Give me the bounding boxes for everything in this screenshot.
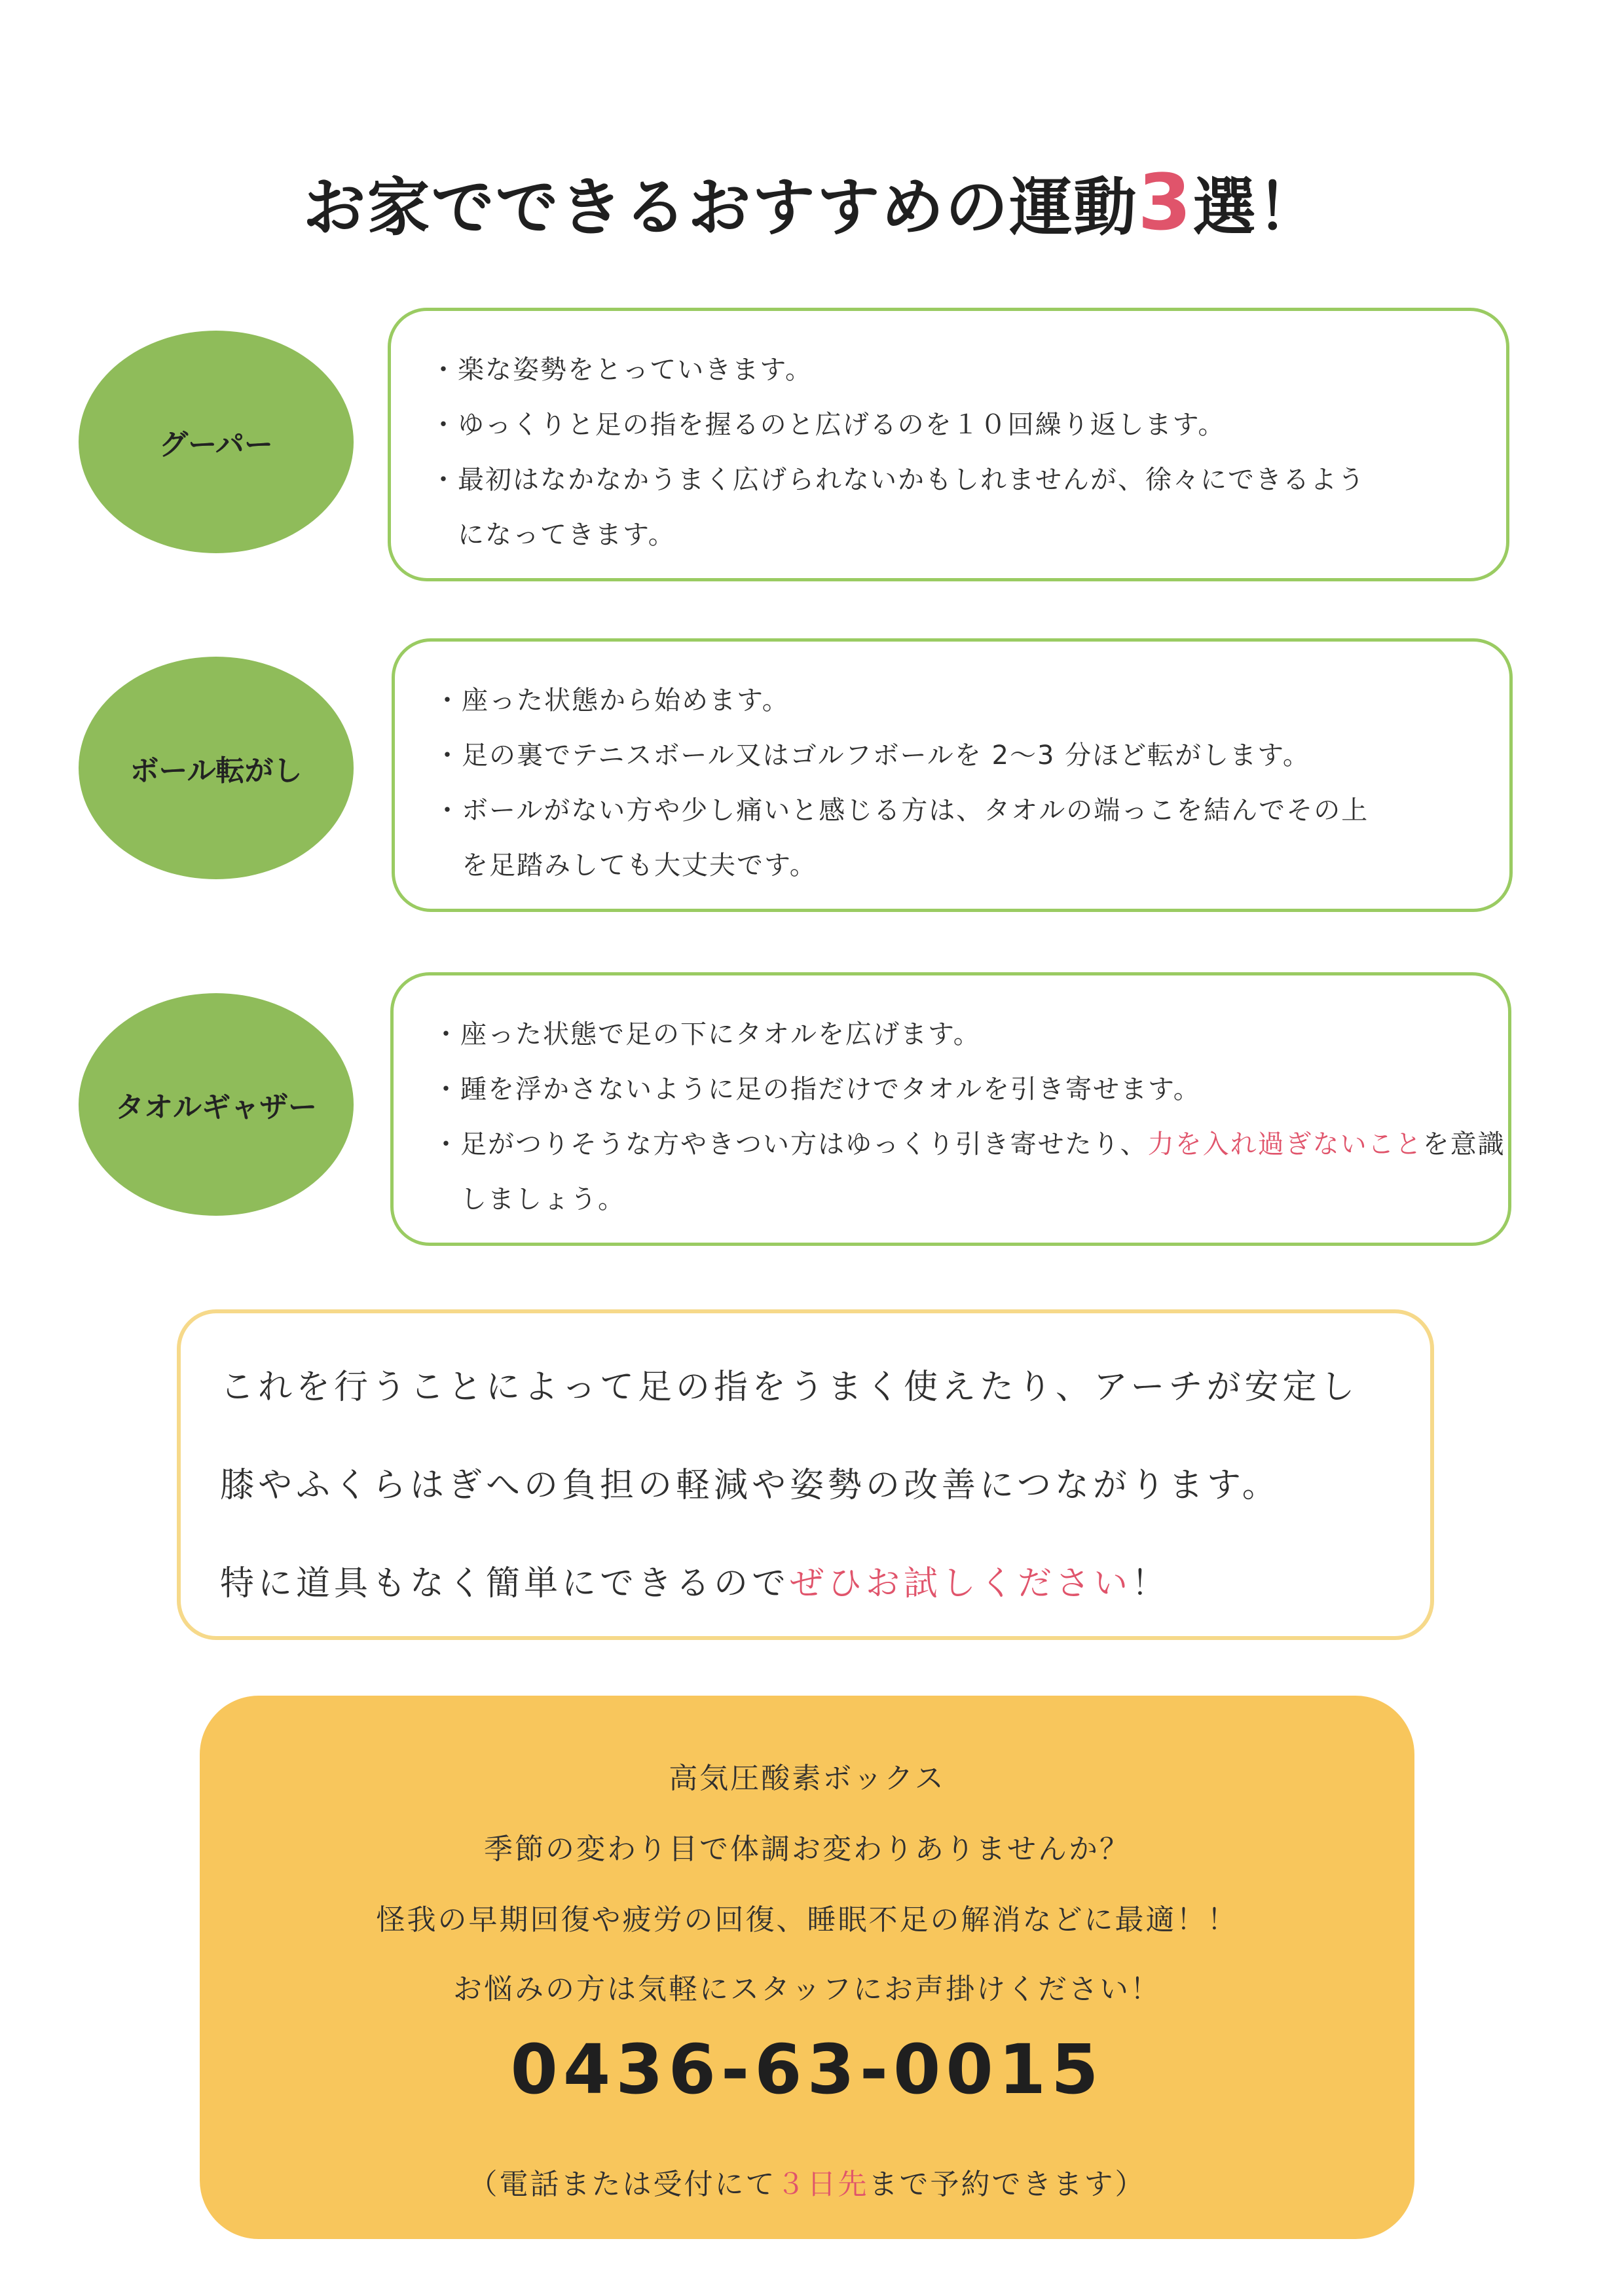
promo-box — [200, 1696, 1414, 2239]
exercise-line: ・足の裏でテニスボール又はゴルフボールを 2～3 分ほど転がします。 — [434, 740, 1310, 771]
exercise-box-gupa — [388, 308, 1509, 581]
exercise-line: を足踏みしても大丈夫です。 — [434, 850, 817, 881]
exercise-label-gupa — [79, 331, 354, 553]
line-text: まで予約できます） — [868, 2168, 1146, 2201]
exercise-line — [433, 1123, 1505, 1161]
exercise-box-ball — [392, 638, 1513, 912]
exercise-line: になってきます。 — [430, 520, 676, 550]
exercise-line: ・ボールがない方や少し痛いと感じる方は、タオルの端っこを結んでその上 — [434, 795, 1369, 826]
highlight-text: ぜひお試しください — [790, 1564, 1132, 1603]
exercise-name: ボール転がし — [130, 754, 303, 788]
exercise-line: ・最初はなかなかうまく広げられないかもしれませんが、徐々にできるよう — [430, 465, 1365, 495]
promo-line: お悩みの方は気軽にスタッフにお声掛けください！ — [453, 1973, 1161, 2006]
title-number: 3 — [1137, 157, 1193, 247]
exercise-name: グーパー — [159, 428, 273, 462]
summary-line: 膝やふくらはぎへの負担の軽減や姿勢の改善につながります。 — [220, 1466, 1280, 1505]
exercise-line: ・ゆっくりと足の指を握るのと広げるのを１０回繰り返します。 — [430, 410, 1226, 440]
exercise-box-towel — [390, 972, 1511, 1246]
page-title — [0, 157, 1624, 247]
exercise-line: ・踵を浮かさないように足の指だけでタオルを引き寄せます。 — [433, 1074, 1201, 1104]
summary-line — [220, 1556, 1170, 1605]
exercise-line: ・座った状態で足の下にタオルを広げます。 — [433, 1019, 981, 1049]
summary-line: これを行うことによって足の指をうまく使えたり、アーチが安定し — [220, 1368, 1359, 1407]
line-text: を意識 — [1422, 1129, 1505, 1159]
promo-heading: 高気圧酸素ボックス — [669, 1762, 946, 1795]
exercise-label-ball — [79, 657, 354, 879]
summary-box — [177, 1309, 1434, 1640]
line-text: （電話または受付にて — [468, 2168, 777, 2201]
line-text: ・足がつりそうな方やきつい方はゆっくり引き寄せたり、 — [433, 1129, 1148, 1159]
exercise-label-towel — [79, 993, 354, 1216]
line-text: ！ — [1132, 1564, 1170, 1603]
line-text: 特に道具もなく簡単にできるので — [220, 1564, 790, 1603]
exercise-line: しましょう。 — [433, 1184, 625, 1214]
title-suffix: 選！ — [1192, 171, 1321, 244]
exercise-line: ・楽な姿勢をとっていきます。 — [430, 355, 813, 385]
title-main: お家でできるおすすめの運動 — [303, 171, 1138, 244]
promo-note — [200, 2160, 1414, 2202]
promo-line: 怪我の早期回復や疲労の回復、睡眠不足の解消などに最適！！ — [376, 1903, 1238, 1937]
exercise-line: ・座った状態から始めます。 — [434, 685, 790, 716]
exercise-name: タオルギャザー — [115, 1091, 317, 1124]
promo-line: 季節の変わり目で体調お変わりありませんか？ — [484, 1832, 1130, 1866]
highlight-text: ３日先 — [776, 2168, 869, 2201]
highlight-text: 力を入れ過ぎないこと — [1147, 1129, 1423, 1159]
phone-number: 0436-63-0015 — [510, 2030, 1104, 2109]
